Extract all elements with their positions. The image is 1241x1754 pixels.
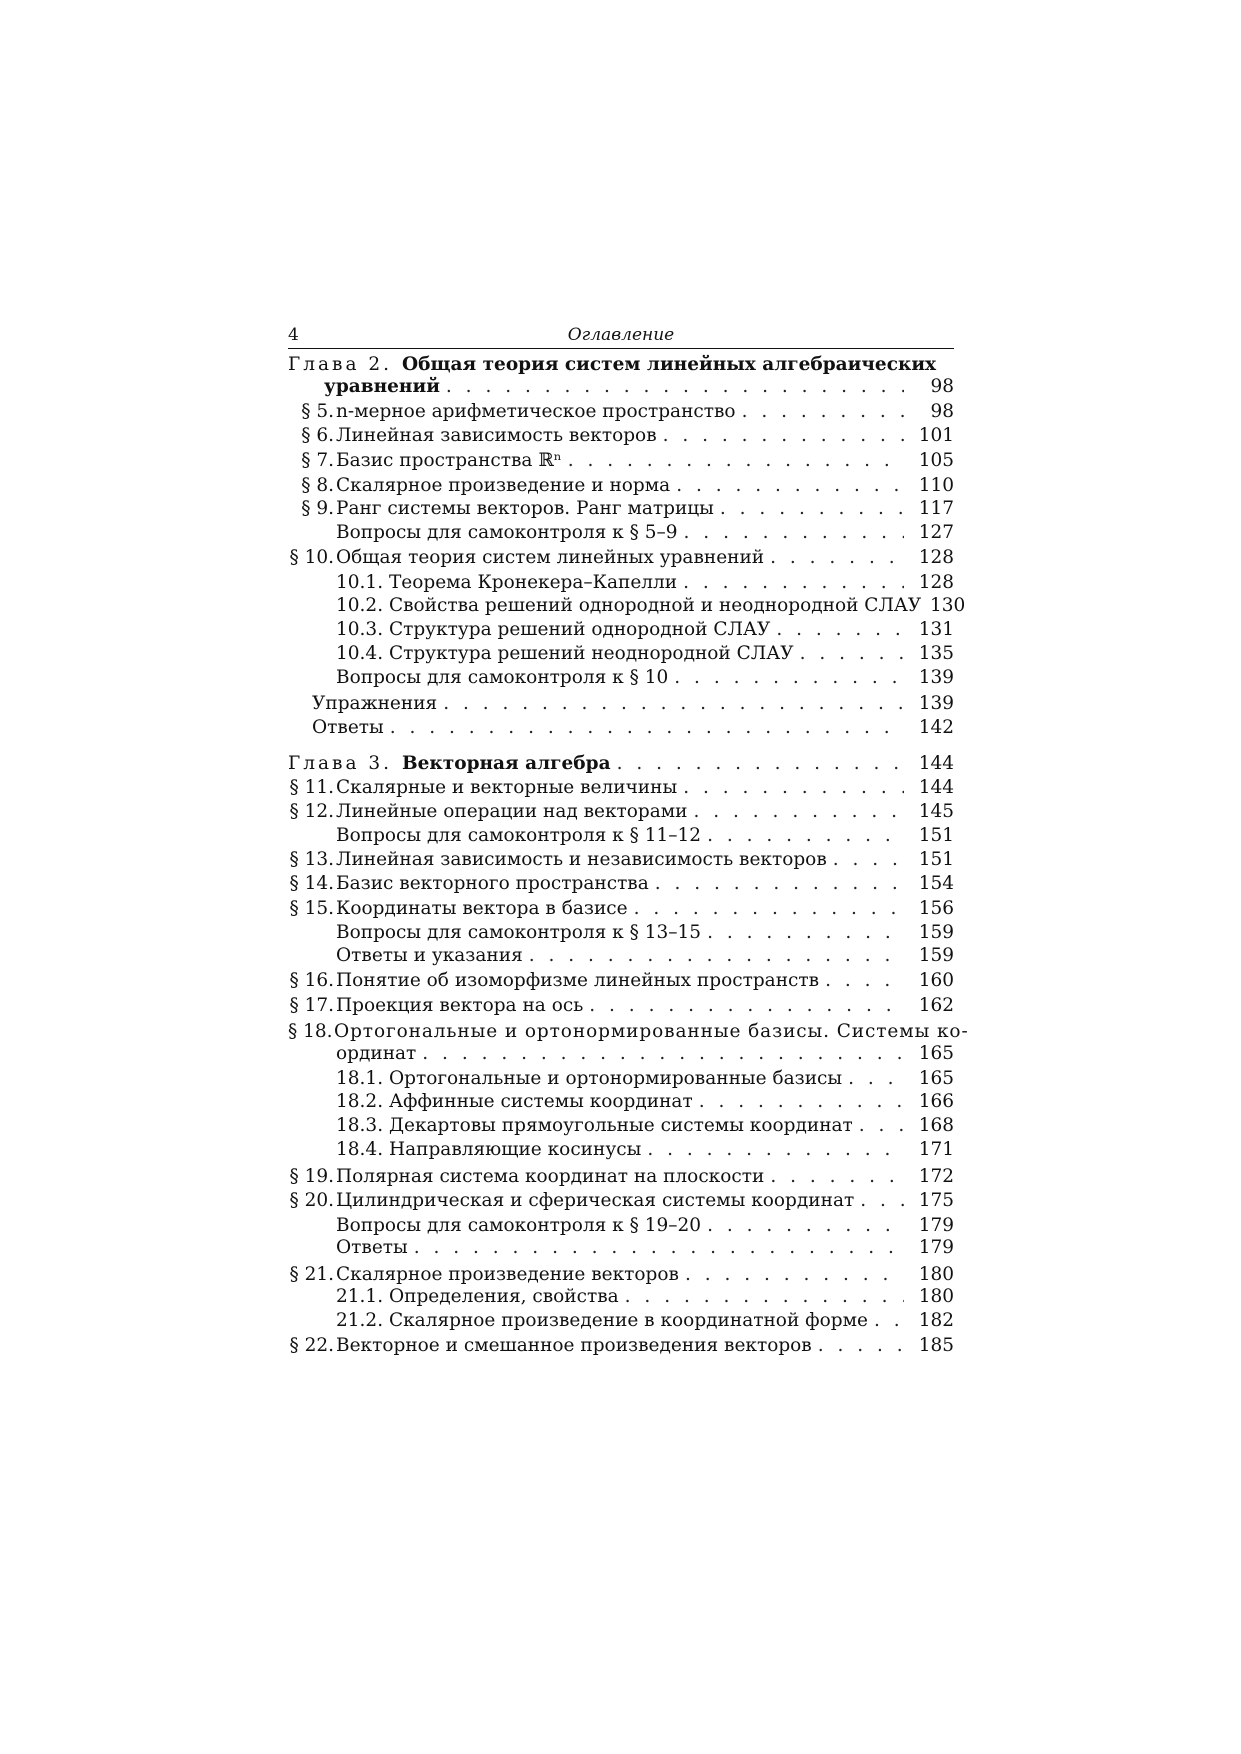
toc-entry-s18_2	[288, 1089, 954, 1114]
toc-entry-s21_2	[288, 1308, 954, 1333]
subsection-title: Вопросы для самоконтроля к § 11–12	[336, 825, 702, 846]
section-number: § 12.	[289, 801, 334, 822]
toc-entry-s18_4	[288, 1137, 954, 1162]
chapter-title: Общая теория систем линейных алгебраических	[402, 354, 937, 375]
toc-entry-s22	[288, 1333, 954, 1358]
page-number: 139	[918, 667, 954, 688]
dot-leader	[699, 1089, 904, 1114]
section-title: Ранг системы векторов. Ранг матрицы	[336, 498, 714, 519]
toc-entry-s18_3	[288, 1113, 954, 1138]
subsection-title: 10.2. Свойства решений однородной и неоднородной СЛАУ	[336, 595, 922, 616]
section-title: Полярная система координат на плоскости	[336, 1166, 765, 1187]
page-number: 168	[918, 1115, 954, 1136]
dot-leader	[390, 715, 904, 740]
subsection-title: 21.2. Скалярное произведение в координатной форме	[336, 1310, 868, 1331]
page-number: 179	[918, 1215, 954, 1236]
subsection-title: 10.4. Структура решений неоднородной СЛАУ	[336, 643, 794, 664]
dot-leader	[617, 751, 904, 776]
page-number: 131	[918, 619, 954, 640]
page-number: 98	[930, 376, 954, 397]
page-number: 101	[918, 425, 954, 446]
toc-entry-s11	[288, 775, 954, 800]
toc-entry-s8	[288, 473, 954, 498]
toc-entry-s14	[288, 871, 954, 896]
dot-leader	[833, 847, 904, 872]
section-number: § 16.	[289, 970, 334, 991]
section-title: Базис пространства ℝⁿ	[336, 450, 562, 471]
page-number: 165	[918, 1068, 954, 1089]
dot-leader	[800, 641, 904, 666]
dot-leader	[446, 374, 904, 399]
section-number: § 10.	[289, 547, 334, 568]
page-number: 139	[918, 693, 954, 714]
dot-leader	[848, 1066, 904, 1091]
section-title: Базис векторного пространства	[336, 873, 649, 894]
toc-entry-s10_4	[288, 641, 954, 666]
section-title: Скалярные и векторные величины	[336, 777, 678, 798]
chapter-prefix: Глава 3.	[288, 753, 393, 774]
dot-leader	[589, 993, 904, 1018]
subsection-title: 10.1. Теорема Кронекера–Капелли	[336, 572, 678, 593]
dot-leader	[663, 423, 904, 448]
section-number: § 5.	[301, 401, 334, 422]
subsection-title: 18.4. Направляющие косинусы	[336, 1139, 642, 1160]
section-title: Понятие об изоморфизме линейных пространств	[336, 970, 820, 991]
subsection-title: Вопросы для самоконтроля к § 10	[336, 667, 669, 688]
dot-leader	[625, 1284, 904, 1309]
page-number: 171	[918, 1139, 954, 1160]
dot-leader	[860, 1188, 904, 1213]
dot-leader	[683, 570, 904, 595]
toc-entry-q10	[288, 665, 954, 690]
dot-leader	[742, 399, 904, 424]
dot-leader	[720, 496, 904, 521]
dot-leader	[776, 617, 904, 642]
toc-entry-s21_1	[288, 1284, 954, 1309]
page-number: 180	[918, 1286, 954, 1307]
running-title: Оглавление	[567, 325, 675, 345]
section-number: § 17.	[289, 995, 334, 1016]
page-number: 159	[918, 922, 954, 943]
dot-leader	[422, 1041, 904, 1066]
section-number: § 22.	[289, 1335, 334, 1356]
page-number: 144	[918, 777, 954, 798]
dot-leader	[707, 920, 904, 945]
section-title: Цилиндрическая и сферическая системы координат	[336, 1190, 855, 1211]
dot-leader	[770, 1164, 904, 1189]
dot-leader	[684, 520, 904, 545]
toc-entry-ans1920	[288, 1235, 954, 1260]
section-title-continued: ординат	[336, 1043, 417, 1064]
page-number: 156	[918, 898, 954, 919]
section-title: Векторное и смешанное произведения векторов	[336, 1335, 812, 1356]
page-number: 182	[918, 1310, 954, 1331]
subsection-title: 10.3. Структура решений однородной СЛАУ	[336, 619, 771, 640]
page-number: 142	[918, 717, 954, 738]
page-number: 4	[288, 325, 299, 345]
section-number: § 14.	[289, 873, 334, 894]
page-number: 185	[918, 1335, 954, 1356]
section-title: Скалярное произведение и норма	[336, 475, 671, 496]
subsection-title: Ответы и указания	[336, 945, 523, 966]
section-number: § 7.	[301, 450, 334, 471]
toc-entry-s9	[288, 496, 954, 521]
section-number: § 6.	[301, 425, 334, 446]
dot-leader	[683, 775, 904, 800]
subsection-title: 18.1. Ортогональные и ортонормированные базисы	[336, 1068, 843, 1089]
section-title: n-мерное арифметическое пространство	[336, 401, 736, 422]
toc-entry-s10_3	[288, 617, 954, 642]
page-number: 151	[918, 849, 954, 870]
section-number: § 18.	[288, 1021, 333, 1042]
toc-entry-s15	[288, 896, 954, 921]
subsection-title: Ответы	[336, 1237, 408, 1258]
page-number: 166	[918, 1091, 954, 1112]
page-number: 145	[918, 801, 954, 822]
toc-entry-s6	[288, 423, 954, 448]
running-head	[288, 322, 954, 349]
section-number: § 11.	[289, 777, 334, 798]
section-number: § 19.	[289, 1166, 334, 1187]
toc-entry-s7	[288, 448, 954, 473]
page-number: 105	[918, 450, 954, 471]
dot-leader	[674, 665, 904, 690]
subsection-title: 18.3. Декартовы прямоугольные системы координат	[336, 1115, 853, 1136]
page-number: 179	[918, 1237, 954, 1258]
toc-entry-s13	[288, 847, 954, 872]
dot-leader	[818, 1333, 904, 1358]
toc-entry-ans2	[288, 715, 954, 740]
toc-entry-s10_1	[288, 570, 954, 595]
chapter-title: Векторная алгебра	[402, 753, 611, 774]
toc-entry-s16	[288, 968, 954, 993]
page-number: 154	[918, 873, 954, 894]
page-number: 175	[918, 1190, 954, 1211]
page-number: 151	[918, 825, 954, 846]
dot-leader	[655, 871, 904, 896]
toc-entry-s17	[288, 993, 954, 1018]
section-title: Координаты вектора в базисе	[336, 898, 628, 919]
item-title: Упражнения	[312, 693, 438, 714]
dot-leader	[825, 968, 904, 993]
dot-leader	[694, 799, 904, 824]
dot-leader	[859, 1113, 904, 1138]
page-number: 159	[918, 945, 954, 966]
toc-entry-ex2	[288, 691, 954, 716]
toc-entry-s18_1	[288, 1066, 954, 1091]
toc-entry-s20	[288, 1188, 954, 1213]
page-number: 165	[918, 1043, 954, 1064]
section-title: Скалярное произведение векторов	[336, 1264, 679, 1285]
page-number: 180	[918, 1264, 954, 1285]
toc-entry-s10	[288, 545, 954, 570]
dot-leader	[770, 545, 904, 570]
subsection-title: Вопросы для самоконтроля к § 5–9	[336, 522, 678, 543]
section-title: Линейная зависимость векторов	[336, 425, 657, 446]
toc-entry-ch2b	[288, 374, 954, 399]
toc-entry-s12	[288, 799, 954, 824]
page-number: 172	[918, 1166, 954, 1187]
toc-entry-s5	[288, 399, 954, 424]
section-number: § 20.	[289, 1190, 334, 1211]
page-number: 128	[918, 547, 954, 568]
toc-entry-s18b	[288, 1041, 954, 1066]
dot-leader	[414, 1235, 904, 1260]
toc-entry-ch3	[288, 751, 954, 776]
section-number: § 21.	[289, 1264, 334, 1285]
page-number: 110	[918, 475, 954, 496]
dot-leader	[874, 1308, 904, 1333]
section-number: § 15.	[289, 898, 334, 919]
dot-leader	[568, 448, 904, 473]
page-number: 98	[930, 401, 954, 422]
dot-leader	[634, 896, 904, 921]
page-number: 127	[918, 522, 954, 543]
page-number: 117	[918, 498, 954, 519]
page-number: 135	[918, 643, 954, 664]
subsection-title: Вопросы для самоконтроля к § 13–15	[336, 922, 702, 943]
subsection-title: 21.1. Определения, свойства	[336, 1286, 619, 1307]
page-number: 128	[918, 572, 954, 593]
dot-leader	[647, 1137, 904, 1162]
page-number: 160	[918, 970, 954, 991]
chapter-title-continued: уравнений	[324, 376, 440, 397]
toc-entry-s19	[288, 1164, 954, 1189]
section-title: Общая теория систем линейных уравнений	[336, 547, 765, 568]
section-number: § 9.	[301, 498, 334, 519]
subsection-title: 18.2. Аффинные системы координат	[336, 1091, 693, 1112]
toc-entry-ans1315	[288, 943, 954, 968]
page-number: 144	[918, 753, 954, 774]
section-number: § 13.	[289, 849, 334, 870]
subsection-title: Вопросы для самоконтроля к § 19–20	[336, 1215, 702, 1236]
chapter-prefix: Глава 2.	[288, 354, 393, 375]
dot-leader	[443, 691, 904, 716]
toc-entry-q59	[288, 520, 954, 545]
section-title: Проекция вектора на ось	[336, 995, 584, 1016]
dot-leader	[707, 823, 904, 848]
dot-leader	[676, 473, 904, 498]
section-title: Ортогональные и ортонормированные базисы. Системы ко-	[334, 1021, 969, 1042]
item-title: Ответы	[312, 717, 384, 738]
toc-entry-q1112	[288, 823, 954, 848]
toc-entry-q1315	[288, 920, 954, 945]
section-number: § 8.	[301, 475, 334, 496]
page-number: 162	[918, 995, 954, 1016]
toc-entry-s10_2	[288, 593, 966, 618]
section-title: Линейные операции над векторами	[336, 801, 688, 822]
page-number: 130	[929, 595, 966, 616]
section-title: Линейная зависимость и независимость векторов	[336, 849, 827, 870]
dot-leader	[529, 943, 904, 968]
